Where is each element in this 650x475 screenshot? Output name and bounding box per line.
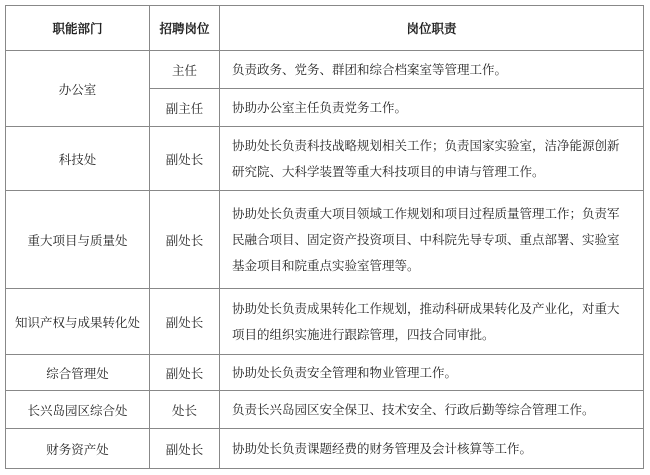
position-cell: 副处长 <box>150 127 220 191</box>
header-duties: 岗位职责 <box>220 6 644 51</box>
table-row <box>6 127 644 191</box>
table-row <box>6 391 644 429</box>
recruitment-table <box>5 5 644 469</box>
duty-cell: 协助处长负责安全管理和物业管理工作。 <box>220 355 644 391</box>
duty-cell: 负责政务、党务、群团和综合档案室等管理工作。 <box>220 51 644 89</box>
duty-cell: 协助处长负责科技战略规划相关工作；负责国家实验室，洁净能源创新研究院、大科学装置等重大科技项目的申请与管理工作。 <box>220 127 644 191</box>
position-cell: 副主任 <box>150 89 220 127</box>
department-cell: 长兴岛园区综合处 <box>6 391 150 429</box>
duty-cell: 负责长兴岛园区安全保卫、技术安全、行政后勤等综合管理工作。 <box>220 391 644 429</box>
table-row <box>6 51 644 89</box>
table-row <box>6 429 644 469</box>
department-cell: 办公室 <box>6 51 150 127</box>
table-row <box>6 355 644 391</box>
position-cell: 副处长 <box>150 289 220 355</box>
department-cell: 科技处 <box>6 127 150 191</box>
duty-cell: 协助处长负责课题经费的财务管理及会计核算等工作。 <box>220 429 644 469</box>
department-cell: 重大项目与质量处 <box>6 191 150 289</box>
table-row <box>6 191 644 289</box>
position-cell: 副处长 <box>150 355 220 391</box>
header-position: 招聘岗位 <box>150 6 220 51</box>
position-cell: 副处长 <box>150 191 220 289</box>
department-cell: 知识产权与成果转化处 <box>6 289 150 355</box>
table-header-row <box>6 6 644 51</box>
position-cell: 主任 <box>150 51 220 89</box>
duty-cell: 协助处长负责成果转化工作规划，推动科研成果转化及产业化，对重大项目的组织实施进行跟踪管理，四技合同审批。 <box>220 289 644 355</box>
duty-cell: 协助处长负责重大项目领域工作规划和项目过程质量管理工作；负责军民融合项目、固定资产投资项目、中科院先导专项、重点部署、实验室基金项目和院重点实验室管理等。 <box>220 191 644 289</box>
duty-cell: 协助办公室主任负责党务工作。 <box>220 89 644 127</box>
department-cell: 综合管理处 <box>6 355 150 391</box>
position-cell: 处长 <box>150 391 220 429</box>
table-row <box>6 289 644 355</box>
department-cell: 财务资产处 <box>6 429 150 469</box>
header-department: 职能部门 <box>6 6 150 51</box>
position-cell: 副处长 <box>150 429 220 469</box>
